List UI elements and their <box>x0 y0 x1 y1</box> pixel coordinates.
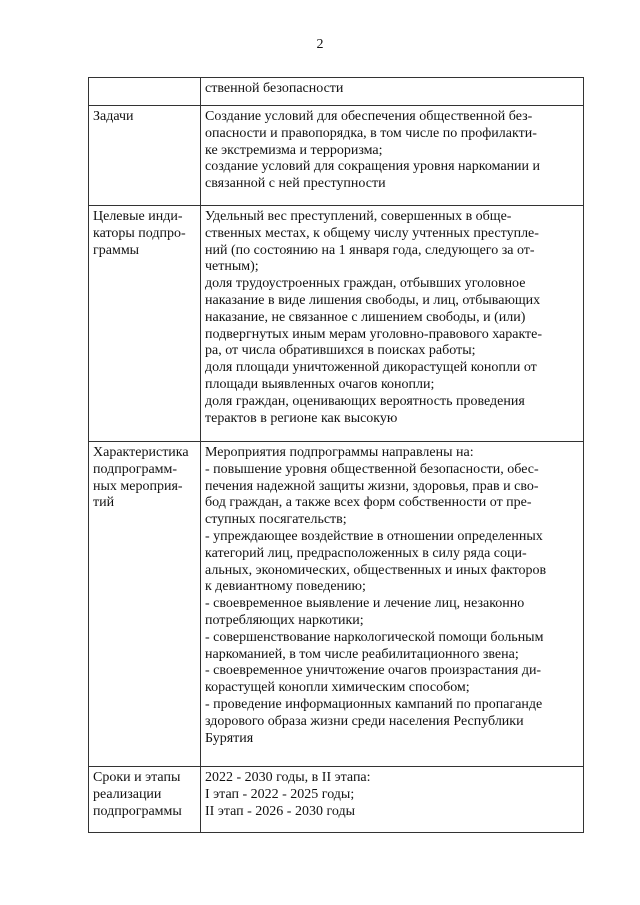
content-line: четным); <box>205 259 259 275</box>
page-number: 2 <box>316 37 324 52</box>
content-line: ственных местах, к общему числу учтенных преступле- <box>205 225 539 241</box>
content-line: II этап - 2026 - 2030 годы <box>205 803 355 819</box>
label-line: граммы <box>93 242 140 258</box>
row-label-cell <box>89 767 201 833</box>
content-line: категорий лиц, предрасположенных в силу ряда соци- <box>205 545 527 561</box>
content-line: доля граждан, оценивающих вероятность проведения <box>205 393 525 409</box>
row-content-cell <box>201 78 584 106</box>
content-line: ственной безопасности <box>205 81 344 96</box>
row-label-cell <box>89 206 201 442</box>
label-line: ных мероприя- <box>93 478 183 494</box>
program-passport-table <box>88 77 584 833</box>
table-row <box>89 106 584 206</box>
label-line: Характеристика <box>93 445 189 460</box>
row-content-cell <box>201 442 584 767</box>
content-line: - упреждающее воздействие в отношении определенных <box>205 528 543 544</box>
content-line: корастущей конопли химическим способом; <box>205 680 470 696</box>
content-line: 2022 - 2030 годы, в II этапа: <box>205 770 371 785</box>
content-line: Удельный вес преступлений, совершенных в обще- <box>205 209 512 224</box>
content-line: к девиантному поведению; <box>205 579 366 595</box>
content-line: - совершенствование наркологической помощи больным <box>205 629 544 645</box>
content-line: - своевременное выявление и лечение лиц, незаконно <box>205 596 525 612</box>
row-content-cell <box>201 206 584 442</box>
label-line: подпрограмм- <box>93 461 178 477</box>
content-line: связанной с ней преступности <box>205 176 386 192</box>
content-line: ра, от числа обратившихся в поисках работы; <box>205 343 476 359</box>
content-line: потребляющих наркотики; <box>205 612 364 628</box>
label-line: реализации <box>93 786 162 802</box>
table-row <box>89 442 584 767</box>
content-line: доля площади уничтоженной дикорастущей конопли от <box>205 360 537 376</box>
content-line: ступных посягательств; <box>205 512 347 528</box>
label-line: подпрограммы <box>93 803 182 819</box>
content-line: печения надежной защиты жизни, здоровья, прав и сво- <box>205 478 539 494</box>
row-content-cell <box>201 767 584 833</box>
content-line: бод граждан, а также всех форм собственности от пре- <box>205 495 532 511</box>
content-line: создание условий для сокращения уровня наркомании и <box>205 159 541 175</box>
content-line: наказание в виде лишения свободы, и лиц, отбывающих <box>205 292 541 308</box>
row-label-cell <box>89 442 201 767</box>
content-line: - своевременное уничтожение очагов произрастания ди- <box>205 663 542 679</box>
content-line: наркоманией, в том числе реабилитационного звена; <box>205 646 519 662</box>
label-line: тий <box>93 495 115 511</box>
content-line: I этап - 2022 - 2025 годы; <box>205 786 355 802</box>
table-row <box>89 78 584 106</box>
content-line: подвергнутых иным мерам уголовно-правового характе- <box>205 326 543 342</box>
content-line: - повышение уровня общественной безопасности, обес- <box>205 461 539 477</box>
content-line: здорового образа жизни среди населения Республики <box>205 713 524 729</box>
content-line: площади выявленных очагов конопли; <box>205 376 435 392</box>
content-line: Мероприятия подпрограммы направлены на: <box>205 445 474 460</box>
content-line: терактов в регионе как высокую <box>205 410 398 426</box>
content-line: доля трудоустроенных граждан, отбывших уголовное <box>205 276 526 292</box>
content-line: - проведение информационных кампаний по пропаганде <box>205 696 543 712</box>
content-line: Бурятия <box>205 730 254 746</box>
content-line: опасности и правопорядка, в том числе по профилакти- <box>205 125 537 141</box>
label-line: Задачи <box>93 109 134 124</box>
row-content-cell <box>201 106 584 206</box>
content-line: наказание, не связанное с лишением свободы, и (или) <box>205 309 526 325</box>
content-line: Создание условий для обеспечения общественной без- <box>205 109 533 124</box>
table-row <box>89 206 584 442</box>
table-row <box>89 767 584 833</box>
content-line: альных, экономических, общественных и иных факторов <box>205 562 547 578</box>
label-line: Сроки и этапы <box>93 770 181 785</box>
row-label-cell <box>89 106 201 206</box>
content-line: ний (по состоянию на 1 января года, следующего за от- <box>205 242 535 258</box>
content-line: ке экстремизма и терроризма; <box>205 142 383 158</box>
label-line: каторы подпро- <box>93 225 186 241</box>
row-label-cell <box>89 78 201 106</box>
label-line: Целевые инди- <box>93 209 183 224</box>
